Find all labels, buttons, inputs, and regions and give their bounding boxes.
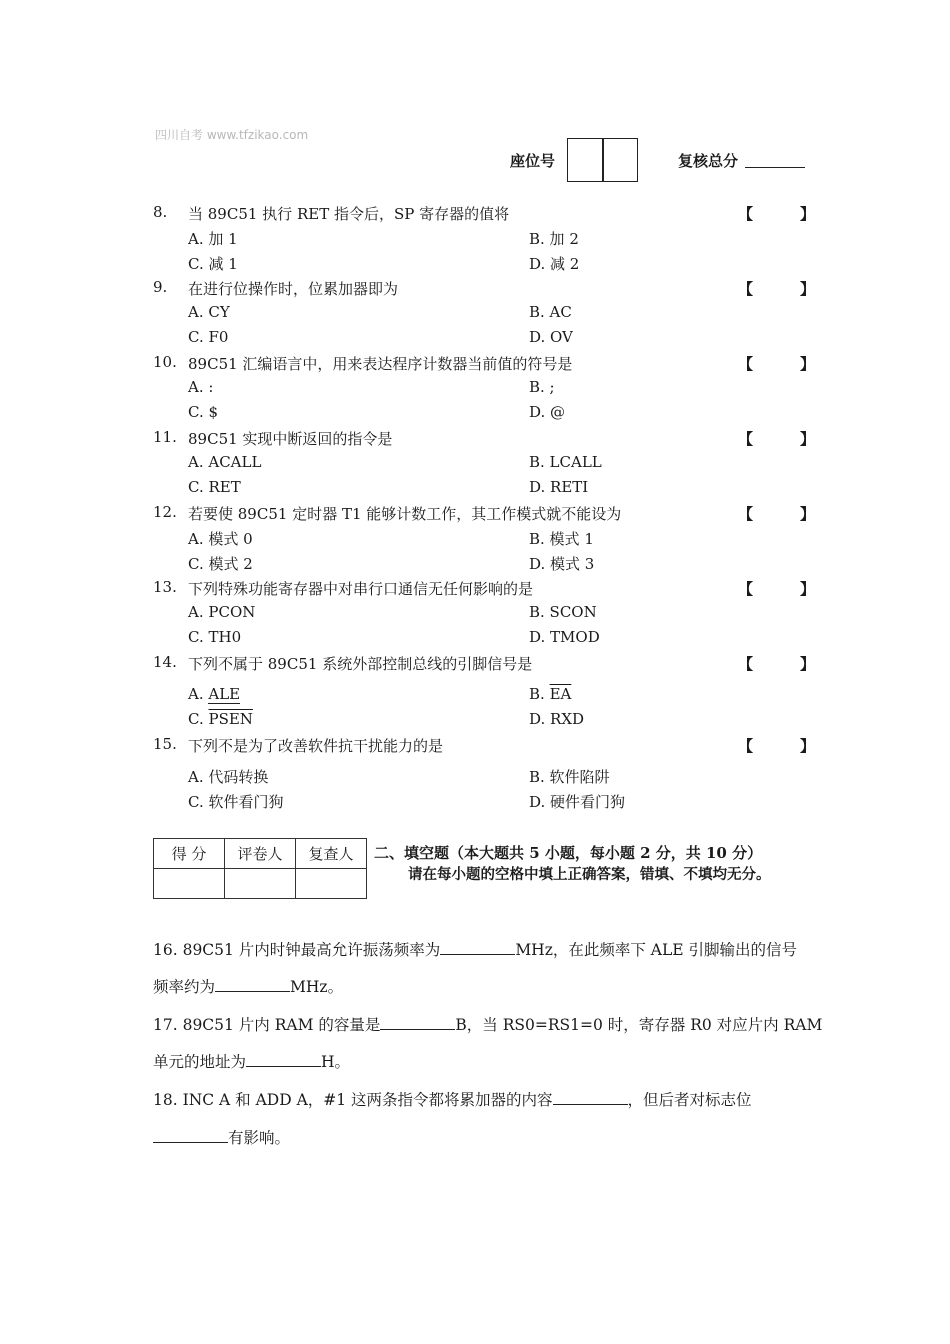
q17-text-b: B，当 RS0=RS1=0 时，寄存器 R0 对应片内 RAM bbox=[455, 1016, 823, 1034]
answer-bracket-open: 【 bbox=[738, 430, 754, 448]
question-number: 14. bbox=[153, 653, 177, 671]
option-c[interactable]: C. $ bbox=[188, 403, 219, 421]
question-number: 11. bbox=[153, 428, 177, 446]
question-stem: 下列不属于 89C51 系统外部控制总线的引脚信号是 bbox=[188, 655, 533, 673]
question-number: 8. bbox=[153, 203, 168, 221]
question-stem: 下列特殊功能寄存器中对串行口通信无任何影响的是 bbox=[188, 580, 534, 598]
q17-blank-1[interactable] bbox=[380, 1015, 455, 1030]
answer-bracket-open: 【 bbox=[738, 280, 754, 298]
option-d[interactable]: D. 减 2 bbox=[529, 255, 580, 273]
question-stem: 在进行位操作时，位累加器即为 bbox=[188, 280, 399, 298]
seat-number-label: 座位号 bbox=[510, 152, 556, 170]
option-b[interactable]: B. SCON bbox=[529, 603, 597, 621]
option-b[interactable]: B. 模式 1 bbox=[529, 530, 594, 548]
answer-slot[interactable] bbox=[752, 428, 798, 446]
q18-text-c: 有影响。 bbox=[228, 1129, 291, 1147]
option-a[interactable]: A. PCON bbox=[188, 603, 256, 621]
grader-cell[interactable] bbox=[225, 869, 296, 899]
q16-text-a: 16. 89C51 片内时钟最高允许振荡频率为 bbox=[153, 941, 441, 959]
answer-bracket-open: 【 bbox=[738, 205, 754, 223]
q17-blank-2[interactable] bbox=[246, 1052, 321, 1067]
score-header: 得 分 bbox=[154, 839, 225, 869]
option-d[interactable]: D. TMOD bbox=[529, 628, 600, 646]
option-b[interactable]: B. LCALL bbox=[529, 453, 602, 471]
review-total-label: 复核总分 bbox=[678, 152, 739, 170]
seat-number-box-1[interactable] bbox=[567, 138, 604, 182]
question-17-line-1 bbox=[153, 1013, 822, 1035]
score-table bbox=[153, 838, 367, 899]
answer-bracket-open: 【 bbox=[738, 655, 754, 673]
option-a[interactable]: A. : bbox=[188, 378, 214, 396]
question-number: 10. bbox=[153, 353, 177, 371]
answer-slot[interactable] bbox=[752, 278, 798, 296]
option-b[interactable]: B. 加 2 bbox=[529, 230, 579, 248]
score-cell[interactable] bbox=[154, 869, 225, 899]
option-c[interactable]: C. 软件看门狗 bbox=[188, 793, 284, 811]
question-18-line-1 bbox=[153, 1088, 752, 1110]
answer-bracket-close: 】 bbox=[800, 205, 816, 223]
q16-text-d: MHz。 bbox=[290, 978, 344, 996]
option-a[interactable]: A. CY bbox=[188, 303, 230, 321]
option-d[interactable]: D. 模式 3 bbox=[529, 555, 595, 573]
q17-text-d: H。 bbox=[321, 1053, 351, 1071]
option-c[interactable]: C. PSEN bbox=[188, 710, 253, 728]
question-stem: 下列不是为了改善软件抗干扰能力的是 bbox=[188, 737, 444, 755]
question-16-line-1 bbox=[153, 938, 797, 960]
question-stem: 89C51 汇编语言中，用来表达程序计数器当前值的符号是 bbox=[188, 355, 573, 373]
question-stem: 若要使 89C51 定时器 T1 能够计数工作，其工作模式就不能设为 bbox=[188, 505, 622, 523]
watermark: 四川自考 www.tfzikao.com bbox=[155, 128, 309, 142]
answer-slot[interactable] bbox=[752, 503, 798, 521]
question-number: 12. bbox=[153, 503, 177, 521]
answer-bracket-open: 【 bbox=[738, 355, 754, 373]
option-c[interactable]: C. RET bbox=[188, 478, 241, 496]
answer-slot[interactable] bbox=[752, 203, 798, 221]
answer-bracket-close: 】 bbox=[800, 355, 816, 373]
option-d[interactable]: D. RETI bbox=[529, 478, 589, 496]
answer-bracket-open: 【 bbox=[738, 737, 754, 755]
q17-text-c: 单元的地址为 bbox=[153, 1053, 247, 1071]
question-number: 9. bbox=[153, 278, 168, 296]
answer-bracket-open: 【 bbox=[738, 505, 754, 523]
question-17-line-2 bbox=[153, 1050, 350, 1072]
checker-cell[interactable] bbox=[296, 869, 367, 899]
q17-text-a: 17. 89C51 片内 RAM 的容量是 bbox=[153, 1016, 381, 1034]
answer-bracket-close: 】 bbox=[800, 737, 816, 755]
question-stem: 89C51 实现中断返回的指令是 bbox=[188, 430, 393, 448]
question-number: 13. bbox=[153, 578, 177, 596]
answer-slot[interactable] bbox=[752, 353, 798, 371]
option-b[interactable]: B. AC bbox=[529, 303, 572, 321]
grader-header: 评卷人 bbox=[225, 839, 296, 869]
seat-number-box-2[interactable] bbox=[602, 138, 638, 182]
option-a[interactable]: A. 代码转换 bbox=[188, 768, 269, 786]
q16-text-c: 频率约为 bbox=[153, 978, 216, 996]
answer-slot[interactable] bbox=[752, 653, 798, 671]
option-c[interactable]: C. 减 1 bbox=[188, 255, 238, 273]
section2-title: 二、填空题（本大题共 5 小题，每小题 2 分，共 10 分） bbox=[374, 844, 763, 862]
checker-header: 复查人 bbox=[296, 839, 367, 869]
q18-blank-2[interactable] bbox=[153, 1128, 228, 1143]
option-c[interactable]: C. F0 bbox=[188, 328, 229, 346]
option-b[interactable]: B. ; bbox=[529, 378, 555, 396]
q18-text-b: ，但后者对标志位 bbox=[627, 1091, 752, 1109]
answer-bracket-open: 【 bbox=[738, 580, 754, 598]
question-18-line-2 bbox=[153, 1126, 290, 1148]
option-a[interactable]: A. ALE bbox=[188, 685, 241, 703]
option-c[interactable]: C. 模式 2 bbox=[188, 555, 253, 573]
question-16-line-2 bbox=[153, 975, 343, 997]
option-c[interactable]: C. TH0 bbox=[188, 628, 242, 646]
option-a[interactable]: A. ACALL bbox=[188, 453, 262, 471]
option-a[interactable]: A. 加 1 bbox=[188, 230, 238, 248]
option-d[interactable]: D. @ bbox=[529, 403, 566, 421]
answer-bracket-close: 】 bbox=[800, 430, 816, 448]
option-a[interactable]: A. 模式 0 bbox=[188, 530, 253, 548]
option-d[interactable]: D. OV bbox=[529, 328, 573, 346]
answer-slot[interactable] bbox=[752, 735, 798, 753]
option-d[interactable]: D. 硬件看门狗 bbox=[529, 793, 626, 811]
review-total-field[interactable] bbox=[745, 167, 805, 168]
q16-blank-2[interactable] bbox=[215, 977, 290, 992]
q16-blank-1[interactable] bbox=[440, 940, 515, 955]
q18-blank-1[interactable] bbox=[553, 1090, 628, 1105]
option-d[interactable]: D. RXD bbox=[529, 710, 585, 728]
answer-bracket-close: 】 bbox=[800, 580, 816, 598]
answer-bracket-close: 】 bbox=[800, 280, 816, 298]
option-b[interactable]: B. 软件陷阱 bbox=[529, 768, 610, 786]
q18-text-a: 18. INC A 和 ADD A，#1 这两条指令都将累加器的内容 bbox=[153, 1091, 553, 1109]
q16-text-b: MHz，在此频率下 ALE 引脚输出的信号 bbox=[515, 941, 798, 959]
question-stem: 当 89C51 执行 RET 指令后，SP 寄存器的值将 bbox=[188, 205, 510, 223]
answer-bracket-close: 】 bbox=[800, 655, 816, 673]
answer-bracket-close: 】 bbox=[800, 505, 816, 523]
answer-slot[interactable] bbox=[752, 578, 798, 596]
question-number: 15. bbox=[153, 735, 177, 753]
section2-instruction: 请在每小题的空格中填上正确答案，错填、不填均无分。 bbox=[408, 866, 771, 883]
option-b[interactable]: B. $\overline{EA}$ bbox=[529, 685, 572, 703]
